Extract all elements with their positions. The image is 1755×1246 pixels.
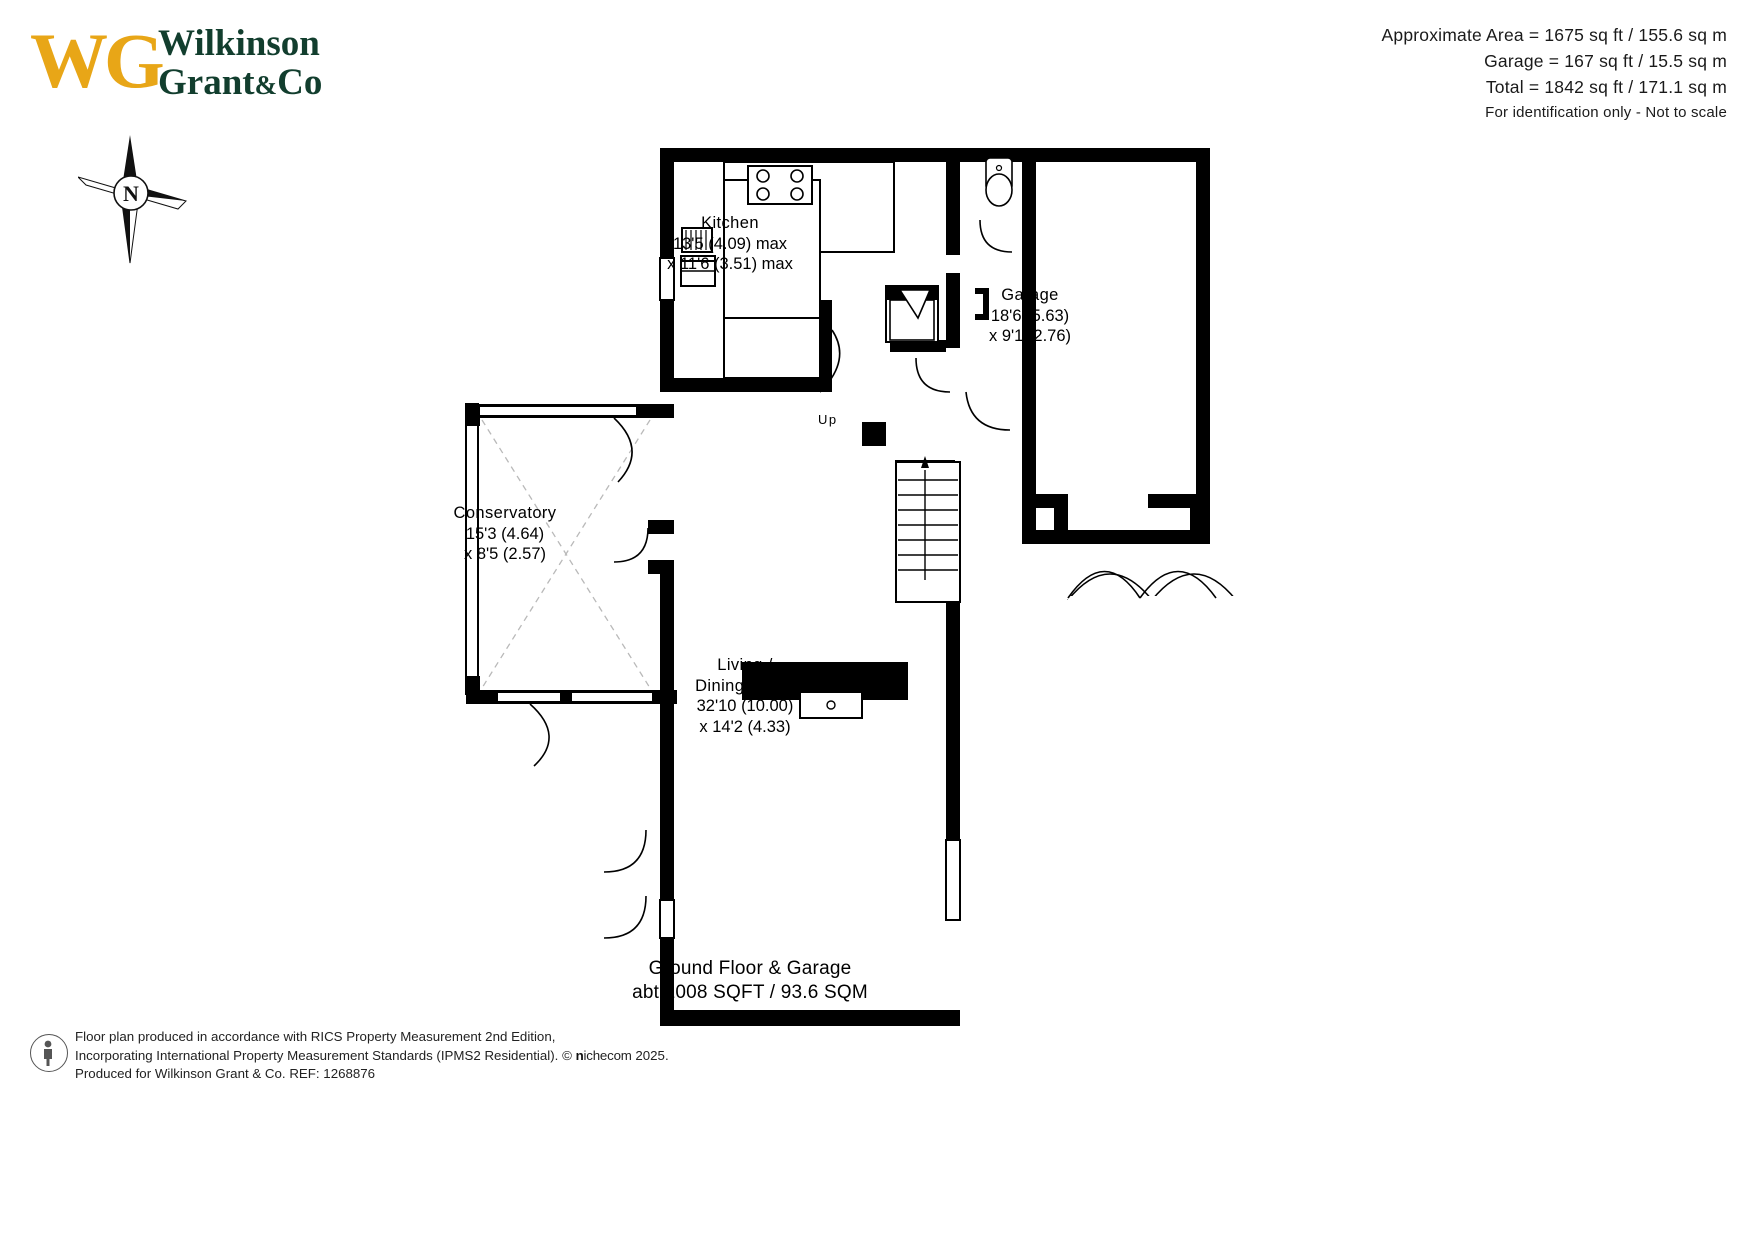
room-label-living-dining <box>625 655 865 737</box>
nichecom-logo <box>576 1047 632 1066</box>
footer-line2: Incorporating International Property Measurement Standards (IPMS2 Residential). <box>75 1047 559 1063</box>
conservatory-dim2: x 8'5 (2.57) <box>463 545 547 563</box>
footer-year: 2025. <box>635 1047 669 1063</box>
person-icon <box>30 1034 68 1072</box>
room-label-kitchen <box>605 213 855 275</box>
area-garage: Garage = 167 sq ft / 15.5 sq m <box>1484 51 1727 71</box>
logo-name-line1: Wilkinson <box>158 23 320 64</box>
logo-name-co: Co <box>277 62 323 103</box>
area-disclaimer: For identification only - Not to scale <box>1485 104 1727 121</box>
footer-text <box>75 1028 669 1084</box>
footer-line2-wrap <box>75 1047 669 1066</box>
kitchen-dim1: 13'5 (4.09) max <box>672 234 788 253</box>
kitchen-dim2: x 11'6 (3.51) max <box>667 255 793 273</box>
stairs-up-label: Up <box>818 412 838 427</box>
footer-copyright: © <box>562 1047 572 1063</box>
room-label-garage <box>920 285 1140 347</box>
kitchen-name: Kitchen <box>701 214 759 232</box>
conservatory-name: Conservatory <box>453 504 557 522</box>
plan-walls <box>466 148 1238 1026</box>
svg-text:N: N <box>123 181 139 206</box>
conservatory-dim1: 15'3 (4.64) <box>465 524 545 543</box>
floor-title-line2: abt 1008 SQFT / 93.6 SQM <box>632 982 868 1003</box>
footer-line1: Floor plan produced in accordance with RICS Property Measurement 2nd Edition, <box>75 1029 556 1044</box>
area-total: Total = 1842 sq ft / 171.1 sq m <box>1485 77 1727 97</box>
logo-name-grant: Grant <box>158 62 255 103</box>
living-dim1: 32'10 (10.00) <box>696 697 794 715</box>
floor-title <box>560 957 940 1005</box>
area-approximate: Approximate Area = 1675 sq ft / 155.6 sq m <box>1381 25 1727 45</box>
garage-dim2: x 9'1 (2.76) <box>988 327 1072 345</box>
garage-dim1: 18'6 (5.63) <box>990 306 1070 325</box>
living-name-line1: Living / <box>717 656 773 674</box>
room-label-conservatory <box>380 503 630 565</box>
floor-title-line1: Ground Floor & Garage <box>648 958 852 979</box>
logo-monogram: WG <box>30 17 161 104</box>
nichecom-rest: ichecom <box>583 1047 632 1063</box>
living-dim2: x 14'2 (4.33) <box>699 717 791 736</box>
footer-line3: Produced for Wilkinson Grant & Co. REF: 1268876 <box>75 1066 376 1081</box>
living-name-line2: Dining Room <box>695 676 795 695</box>
logo-name-amp: & <box>254 70 278 100</box>
nichecom-n: n <box>575 1047 584 1063</box>
garage-name: Garage <box>1001 286 1059 304</box>
